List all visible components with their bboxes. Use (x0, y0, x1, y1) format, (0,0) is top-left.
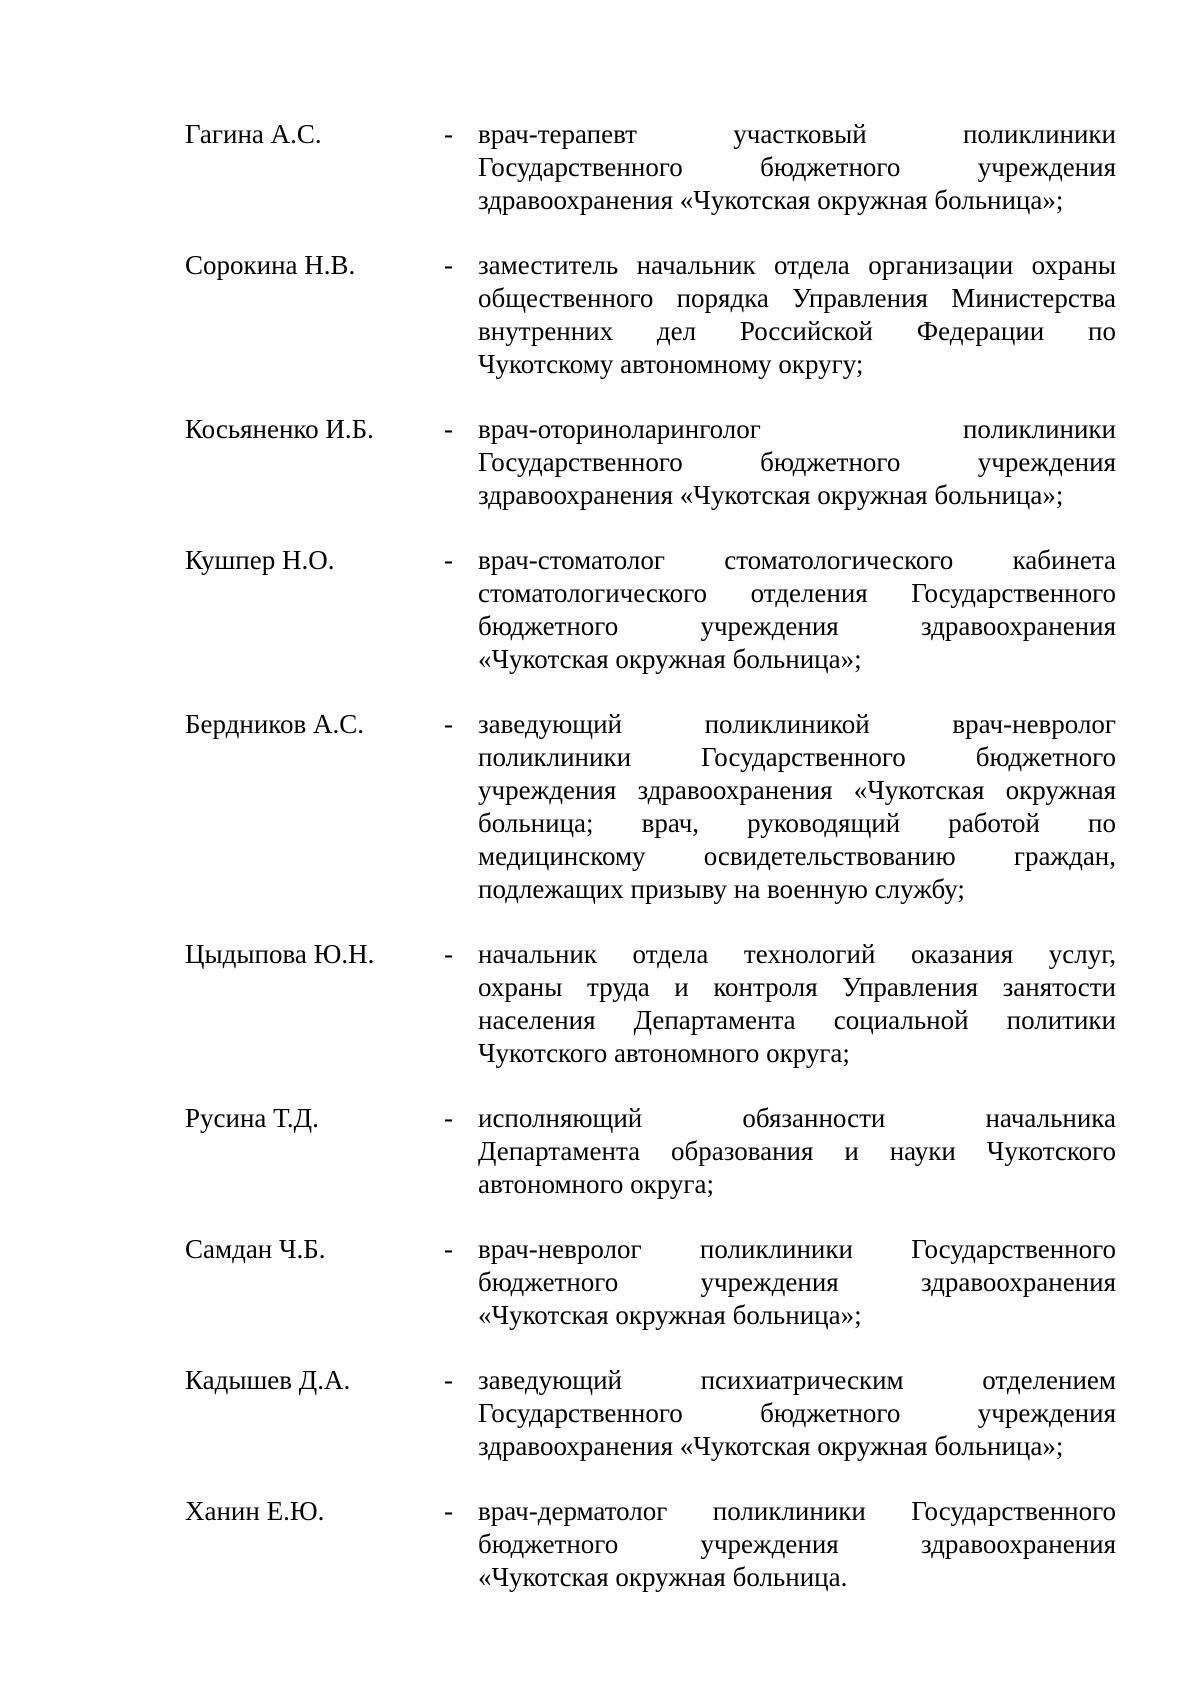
position-line: исполняющий обязанности начальника (478, 1103, 1116, 1133)
member-name: Кушпер Н.О. (185, 545, 335, 575)
member-position (478, 118, 1116, 217)
member-position (478, 938, 1116, 1070)
position-line: здравоохранения «Чукотская окружная больница»; (478, 185, 1064, 215)
position-line: населения Департамента социальной политики (478, 1005, 1116, 1035)
position-line: общественного порядка Управления Министерства (478, 283, 1116, 313)
member-entry (0, 1364, 1200, 1463)
member-position (478, 544, 1116, 676)
position-line: Департамента образования и науки Чукотского (478, 1136, 1116, 1166)
position-line: врач-невролог поликлиники Государственного (478, 1234, 1116, 1264)
entry-dash: - (444, 1365, 453, 1395)
position-line: больница; врач, руководящий работой по (478, 808, 1116, 838)
entry-dash: - (444, 1103, 453, 1133)
member-entry (0, 544, 1200, 676)
position-line: Государственного бюджетного учреждения (478, 152, 1116, 182)
member-position (478, 413, 1116, 512)
position-line: врач-оториноларинголог поликлиники (478, 414, 1116, 444)
position-line: бюджетного учреждения здравоохранения (478, 1267, 1116, 1297)
position-line: заведующий поликлиникой врач-невролог (478, 709, 1116, 739)
entry-dash: - (444, 1496, 453, 1526)
member-position (478, 1495, 1116, 1594)
position-line: Чукотского автономного округа; (478, 1038, 850, 1068)
position-line: учреждения здравоохранения «Чукотская окружная (478, 775, 1116, 805)
position-line: Государственного бюджетного учреждения (478, 1398, 1116, 1428)
position-line: Государственного бюджетного учреждения (478, 447, 1116, 477)
member-name: Цыдыпова Ю.Н. (185, 939, 375, 969)
position-line: подлежащих призыву на военную службу; (478, 874, 965, 904)
member-name: Кадышев Д.А. (185, 1365, 351, 1395)
member-entry (0, 708, 1200, 906)
entry-dash: - (444, 414, 453, 444)
entry-dash: - (444, 709, 453, 739)
member-position (478, 1102, 1116, 1201)
member-name: Русина Т.Д. (185, 1103, 319, 1133)
member-name: Сорокина Н.В. (185, 250, 356, 280)
position-line: охраны труда и контроля Управления занятости (478, 972, 1116, 1002)
entry-dash: - (444, 939, 453, 969)
member-entry (0, 249, 1200, 381)
member-entry (0, 118, 1200, 217)
member-name: Гагина А.С. (185, 119, 322, 149)
member-entry (0, 1495, 1200, 1594)
member-position (478, 249, 1116, 381)
position-line: заместитель начальник отдела организации охраны (478, 250, 1116, 280)
entry-dash: - (444, 119, 453, 149)
position-line: врач-терапевт участковый поликлиники (478, 119, 1116, 149)
position-line: врач-дерматолог поликлиники Государственного (478, 1496, 1116, 1526)
member-entry (0, 1233, 1200, 1332)
entry-dash: - (444, 1234, 453, 1264)
member-position (478, 1233, 1116, 1332)
position-line: автономного округа; (478, 1169, 714, 1199)
member-name: Косьяненко И.Б. (185, 414, 374, 444)
member-position (478, 1364, 1116, 1463)
position-line: врач-стоматолог стоматологического кабинета (478, 545, 1116, 575)
entry-dash: - (444, 250, 453, 280)
position-line: «Чукотская окружная больница»; (478, 1300, 862, 1330)
entry-dash: - (444, 545, 453, 575)
member-entry (0, 413, 1200, 512)
position-line: бюджетного учреждения здравоохранения (478, 611, 1116, 641)
member-name: Ханин Е.Ю. (185, 1496, 325, 1526)
commission-member-list (0, 118, 1200, 1626)
position-line: начальник отдела технологий оказания услуг, (478, 939, 1116, 969)
position-line: бюджетного учреждения здравоохранения (478, 1529, 1116, 1559)
member-position (478, 708, 1116, 906)
position-line: здравоохранения «Чукотская окружная больница»; (478, 480, 1064, 510)
position-line: медицинскому освидетельствованию граждан, (478, 841, 1116, 871)
position-line: здравоохранения «Чукотская окружная больница»; (478, 1431, 1064, 1461)
member-name: Бердников А.С. (185, 709, 365, 739)
position-line: стоматологического отделения Государственного (478, 578, 1116, 608)
member-entry (0, 1102, 1200, 1201)
position-line: Чукотскому автономному округу; (478, 349, 864, 379)
member-name: Самдан Ч.Б. (185, 1234, 326, 1264)
position-line: поликлиники Государственного бюджетного (478, 742, 1116, 772)
position-line: «Чукотская окружная больница. (478, 1562, 848, 1592)
member-entry (0, 938, 1200, 1070)
position-line: внутренних дел Российской Федерации по (478, 316, 1116, 346)
position-line: заведующий психиатрическим отделением (478, 1365, 1116, 1395)
position-line: «Чукотская окружная больница»; (478, 644, 862, 674)
